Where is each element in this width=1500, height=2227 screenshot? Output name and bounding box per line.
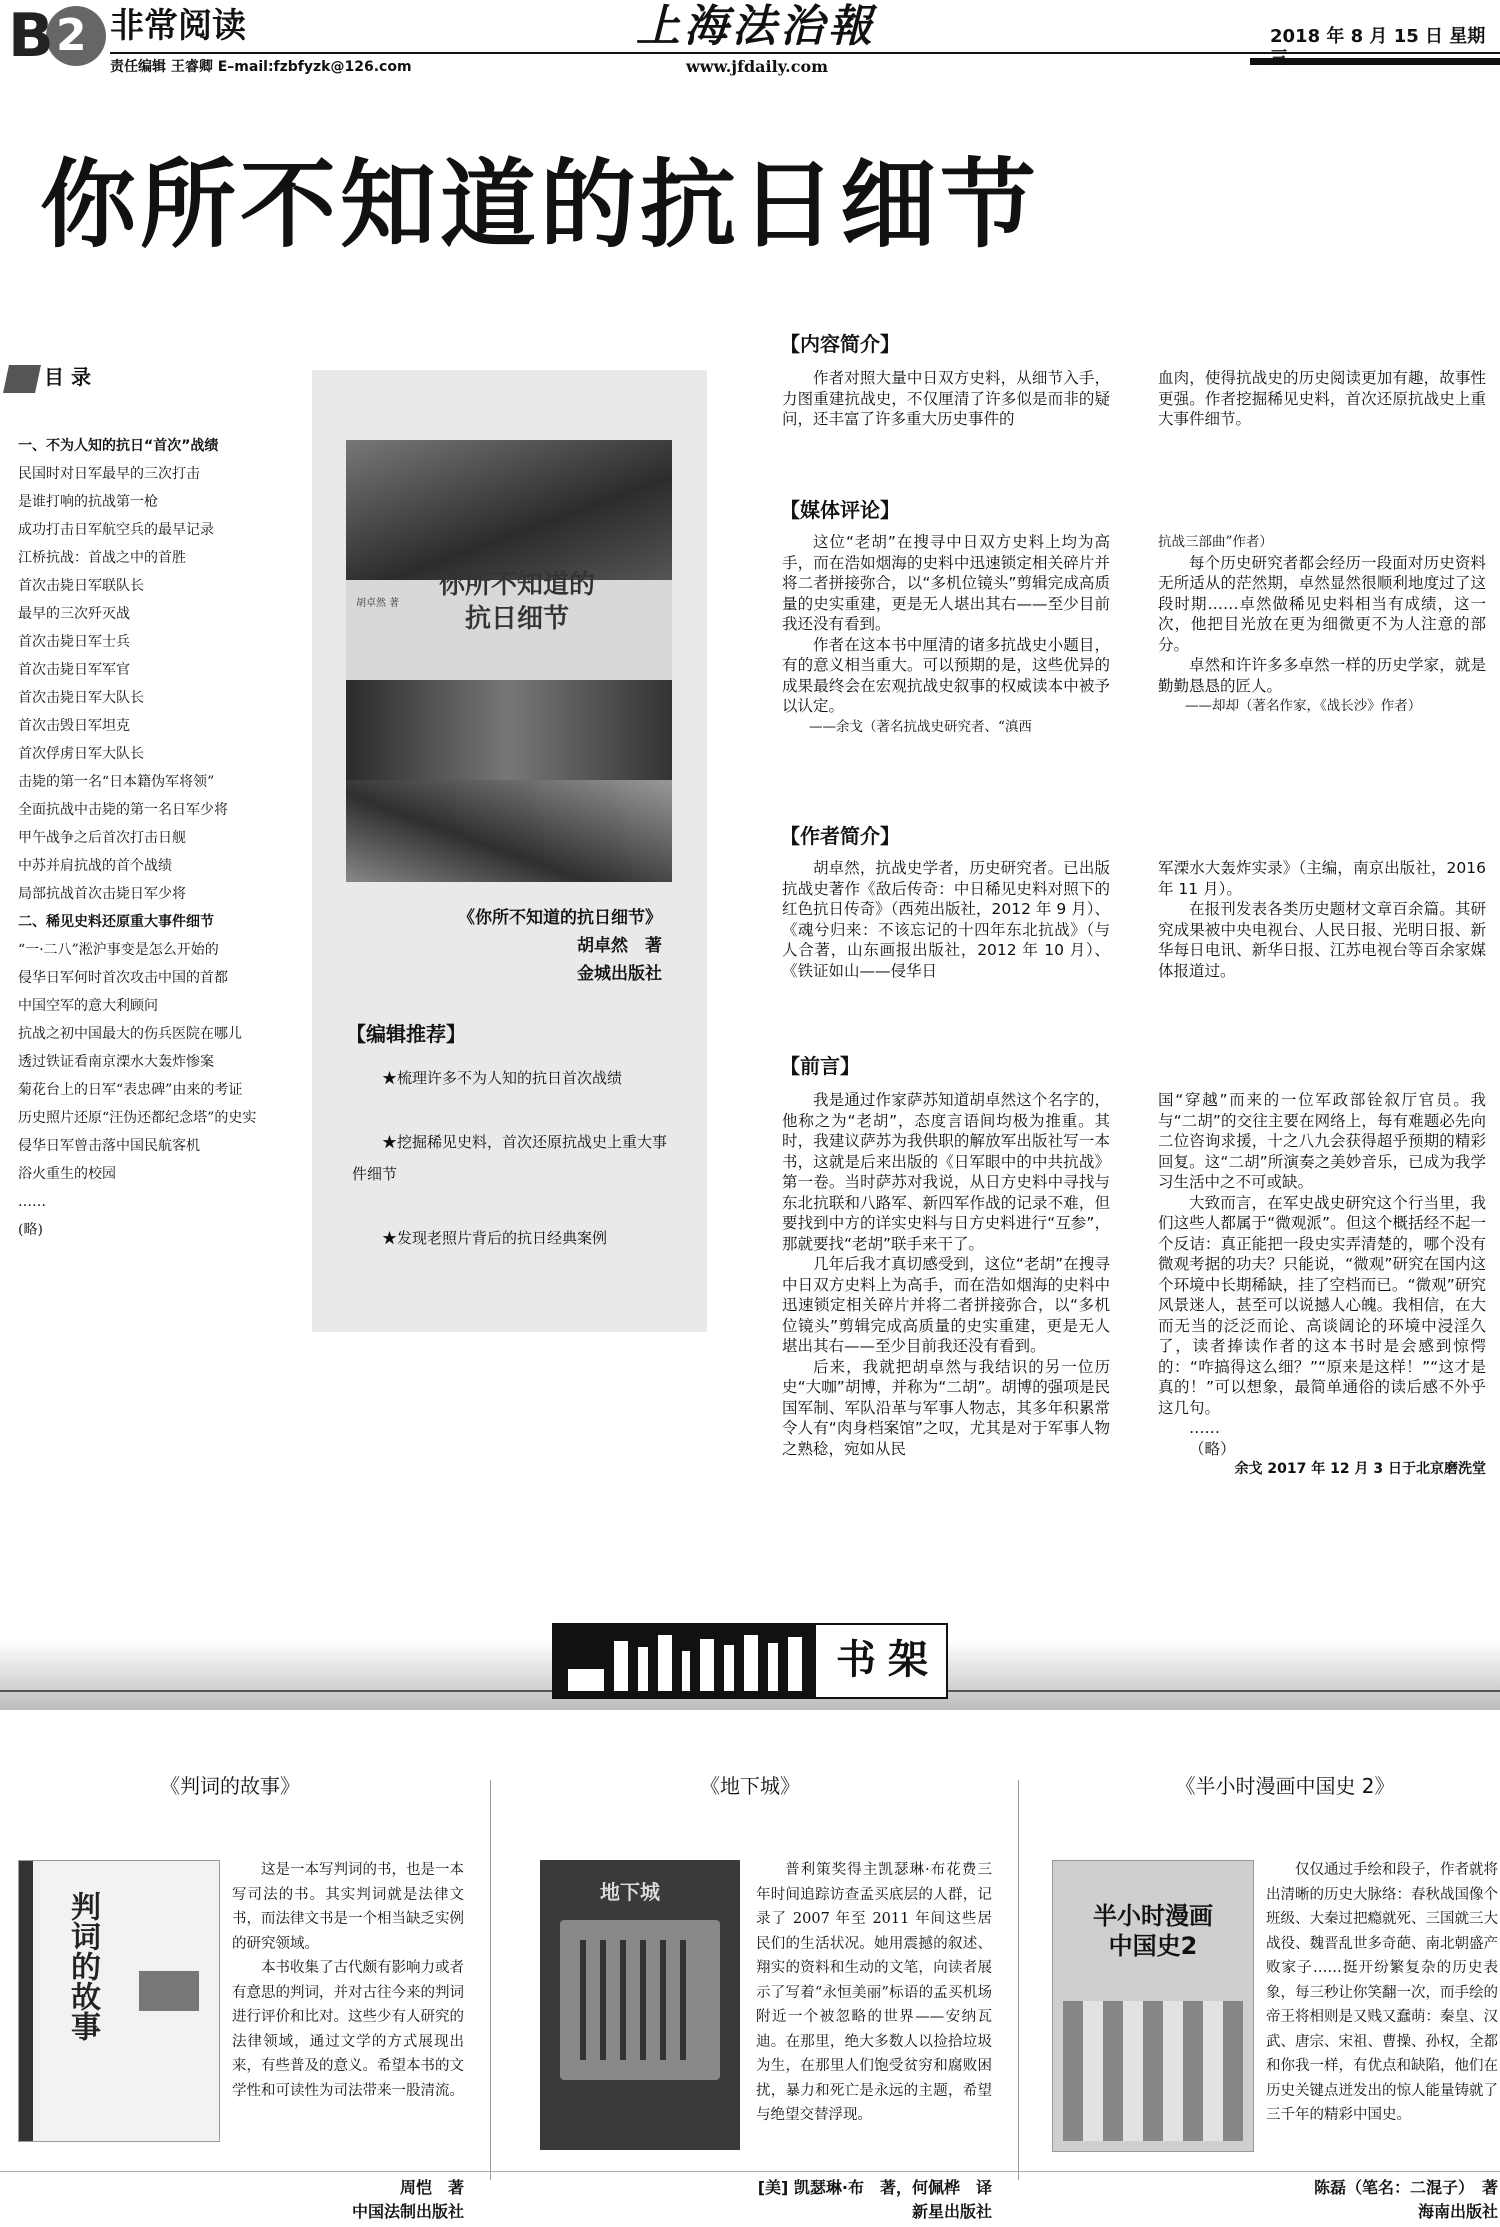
- page-headline: 你所不知道的抗日细节: [40, 149, 1040, 261]
- media-col-1: 这位“老胡”在搜寻中日双方史料上均为高手，而在浩如烟海的史料中迅速锁定相关碎片并将二者拼接弥合，以“多机位镜头”剪辑完成高质量的史实重建，更是无人堪出其右——至少目前我还没有看到。 作者在这本书中厘清的诸多抗战史小题目，有的意义相当重大。可以预期的是，这些优异的成果最终会在宏观抗战史叙事的权威读本中被予以认定。 ——余戈（著名抗战史研究者、“滇西: [782, 533, 1110, 735]
- toc-item: 首次击毙日军士兵: [18, 634, 130, 650]
- toc-item: 首次击毙日军大队长: [18, 690, 144, 706]
- preface-heading: 【前言】: [780, 1054, 860, 1078]
- book-3-cover: 半小时漫画中国史2: [1052, 1860, 1254, 2152]
- page-number: 2: [56, 10, 87, 61]
- toc-item: 透过铁证看南京溧水大轰炸惨案: [18, 1054, 214, 1070]
- toc-item: 中苏并肩抗战的首个战绩: [18, 858, 172, 874]
- cover-title: 你所不知道的抗日细节: [438, 570, 595, 634]
- intro-heading: 【内容简介】: [780, 332, 900, 356]
- author-heading: 【作者简介】: [780, 824, 900, 848]
- recommend-item: ★梳理许多不为人知的抗日首次战绩: [382, 1069, 623, 1087]
- toc-item: 中国空军的意大利顾问: [18, 998, 158, 1014]
- toc-item: 历史照片还原“汪伪还都纪念塔”的史实: [18, 1110, 257, 1126]
- toc-item: 局部抗战首次击毙日军少将: [18, 886, 186, 902]
- toc-section-1: 一、不为人知的抗日“首次”战绩: [18, 438, 219, 454]
- flag-icon: [3, 365, 41, 393]
- issue-date: 2018 年 8 月 15 日 星期三: [1270, 26, 1486, 69]
- book-2-cover: 地下城: [540, 1860, 740, 2150]
- toc-item: 最早的三次歼灭战: [18, 606, 130, 622]
- book-1-credit: 周恺 著 中国法制出版社: [351, 2178, 464, 2221]
- book-1-cover: 判词的故事: [18, 1860, 220, 2142]
- toc-item: 侵华日军曾击落中国民航客机: [18, 1138, 200, 1154]
- book-2-title: 《地下城》: [700, 1774, 800, 1798]
- toc-section-2: 二、稀见史料还原重大事件细节: [18, 914, 214, 930]
- toc-list-2: [18, 936, 280, 1244]
- author-col-1: 胡卓然，抗战史学者，历史研究者。已出版抗战史著作《敌后传奇：中日稀见史料对照下的红色抗日传奇》（西苑出版社，2012 年 9 月）、《魂兮归来：不该忘记的十四年东北抗战》（与人合著，山东画报出版社，2012 年 10 月）、《铁证如山——侵华日: [782, 859, 1110, 980]
- toc-item: (略): [18, 1222, 43, 1238]
- toc-item: 江桥抗战：首战之中的首胜: [18, 550, 186, 566]
- section-name: 非常阅读: [110, 6, 246, 46]
- book-cover-image: [346, 440, 672, 882]
- toc-list-1: [18, 460, 280, 908]
- toc-item: ……: [18, 1194, 46, 1210]
- toc-item: 菊花台上的日军“表忠碑”由来的考证: [18, 1082, 243, 1098]
- book-3-title: 《半小时漫画中国史 2》: [1175, 1774, 1395, 1798]
- toc-item: 侵华日军何时首次攻击中国的首都: [18, 970, 228, 986]
- column-divider: [1018, 1780, 1019, 2180]
- bookshelf-icon: [554, 1625, 816, 1697]
- toc-item: 甲午战争之后首次打击日舰: [18, 830, 186, 846]
- editor-recommend-list: [352, 1062, 670, 1286]
- caption-title: 《你所不知道的抗日细节》: [458, 908, 662, 928]
- caption-author: 胡卓然 著: [577, 936, 662, 956]
- toc-heading: 目 录: [6, 362, 91, 393]
- table-of-contents: [18, 432, 280, 1244]
- book-caption: [440, 904, 662, 988]
- intro-col-1: 作者对照大量中日双方史料，从细节入手，力图重建抗战史，不仅厘清了许多似是而非的疑问，还丰富了许多重大历史事件的: [782, 369, 1110, 428]
- media-heading: 【媒体评论】: [780, 498, 900, 522]
- toc-item: 击毙的第一名“日本籍伪军将领”: [18, 774, 215, 790]
- caption-publisher: 金城出版社: [577, 964, 662, 984]
- preface-col-2: 国“穿越”而来的一位军政部铨叙厅官员。我与“二胡”的交往主要在网络上，每有难题必先向二位咨询求援，十之八九会获得超乎预期的精彩回复。这“二胡”所演奏之美妙音乐，已成为我学习生活中之不可或缺。 大致而言，在军史战史研究这个行当里，我们这些人都属于“微观派”。但这个概括经不起一个反诘：真正能把一段史实弄清楚的，哪个没有微观考据的功夫？只能说，“微观”研究在国内这个环境中长期稀缺，挂了空档而已。“微观”研究风景迷人，甚至可以说撼人心魄。我相信，在大而无当的泛泛而论、高谈阔论的环境中浸淫久了，读者捧读作者的这本书时是会感到惊愕的：“咋搞得这么细？”“原来是这样！”“这才是真的！”可以想象，最简单通俗的读后感不外乎这几句。 …… （略） 余戈 2017 年 12 月 3 日于北京磨洗堂: [1158, 1091, 1486, 1477]
- toc-item: 首次击毁日军坦克: [18, 718, 130, 734]
- website-link[interactable]: www.jfdaily.com: [686, 57, 829, 76]
- toc-item: 首次俘虏日军大队长: [18, 746, 144, 762]
- page-number-badge: [8, 1, 108, 71]
- recommend-item: ★发现老照片背后的抗日经典案例: [382, 1229, 608, 1247]
- preface-col-1: 我是通过作家萨苏知道胡卓然这个名字的，他称之为“老胡”，态度言语间均极为推重。其时，我建议萨苏为我供职的解放军出版社写一本书，这就是后来出版的《日军眼中的中共抗战》第一卷。当时萨苏对我说，从日方史料中寻找与东北抗联和八路军、新四军作战的记录不难，但要找到中方的详实史料与日方史料进行“互参”，那就要找“老胡”联手来干了。 几年后我才真切感受到，这位“老胡”在搜寻中日双方史料上为高手，而在浩如烟海的史料中迅速锁定相关碎片并将二者拼接弥合，以“多机位镜头”剪辑完成高质量的史实重建，更是无人堪出其右——至少目前我还没有看到。 后来，我就把胡卓然与我结识的另一位历史“大咖”胡博，并称为“二胡”。胡博的强项是民国军制、军队沿革与军事人物志，其多年积累常令人有“肉身档案馆”之叹，尤其是对于军事人物之熟稔，宛如从民: [782, 1091, 1110, 1458]
- intro-col-2: 血肉，使得抗战史的历史阅读更加有趣，故事性更强。作者挖掘稀见史料，首次还原抗战史上重大事件细节。: [1158, 369, 1486, 428]
- book-3-credit: 陈磊（笔名：二混子） 著 海南出版社: [1313, 2178, 1498, 2221]
- editor-recommend-heading: 【编辑推荐】: [346, 1022, 466, 1046]
- toc-item: 成功打击日军航空兵的最早记录: [18, 522, 214, 538]
- book-2-description: 普利策奖得主凯瑟琳·布花费三年时间追踪访查孟买底层的人群，记录了 2007 年至 2011 年间这些居民们的生活状况。她用震撼的叙述、翔实的资料和生动的文笔，向读者展示了写着“永恒美丽”标语的孟买机场附近一个被忽略的世界——安纳瓦迪。在那里，绝大多数人以捡拾垃圾为生，在那里人们饱受贫穷和腐败困扰，暴力和死亡是永远的主题，希望与绝望交替浮现。: [756, 1862, 992, 2123]
- column-divider: [490, 1780, 491, 2180]
- page-letter: B: [8, 1, 54, 71]
- recommend-item: ★挖掘稀见史料，首次还原抗战史上重大事件细节: [352, 1133, 668, 1183]
- media-col-2: 抗战三部曲”作者） 每个历史研究者都会经历一段面对历史资料无所适从的茫然期，卓然显然很顺利地度过了这段时期……卓然做稀见史料相当有成绩，这一次，他把目光放在更为细微更不为人注意的部分。 卓然和许许多多卓然一样的历史学家，就是勤勤恳恳的匠人。 ——却却（著名作家，《战长沙》作者）: [1158, 534, 1486, 714]
- cover-author: 胡卓然 著: [356, 598, 400, 609]
- toc-item: “一·二八”淞沪事变是怎么开始的: [18, 942, 219, 958]
- book-1-description: 这是一本写判词的书，也是一本写司法的书。其实判词就是法律文书，而法律文书是一个相当缺乏实例的研究领域。 本书收集了古代颇有影响力或者有意思的判词，并对古往今来的判词进行评价和比对。这些少有人研究的法律领域，通过文学的方式展现出来，有些普及的意义。希望本书的文学性和可读性为司法带来一股清流。: [232, 1862, 464, 2099]
- book-2-credit: [美] 凯瑟琳·布 著，何佩桦 译 新星出版社: [757, 2178, 992, 2221]
- toc-item: 首次击毙日军联队长: [18, 578, 144, 594]
- book-1-title: 《判词的故事》: [160, 1774, 300, 1798]
- bottom-rule: [0, 2171, 1500, 2172]
- editor-credit: 责任编辑 王睿卿 E–mail:fzbfyzk@126.com: [110, 59, 412, 75]
- toc-item: 是谁打响的抗战第一枪: [18, 494, 158, 510]
- bookshelf-section-label: 书架: [552, 1623, 948, 1699]
- newspaper-masthead: 上海法治報: [636, 1, 876, 52]
- toc-item: 抗战之初中国最大的伤兵医院在哪儿: [18, 1026, 242, 1042]
- book-3-description: 仅仅通过手绘和段子，作者就将出清晰的历史大脉络：春秋战国像个班级、大秦过把瘾就死、三国就三大战役、魏晋乱世多奇葩、南北朝盛产败家子……挺开纷繁复杂的历史表象，每三秒让你笑翻一次，而手绘的帝王将相则是又贱又蠢萌：秦皇、汉武、唐宗、宋祖、曹操、孙权，全都和你我一样，有优点和缺陷，他们在历史关键点迸发出的惊人能量铸就了三千年的精彩中国史。: [1266, 1862, 1498, 2123]
- toc-item: 民国时对日军最早的三次打击: [18, 466, 200, 482]
- toc-item: 浴火重生的校园: [18, 1166, 116, 1182]
- author-col-2: 军溧水大轰炸实录》（主编，南京出版社，2016 年 11 月）。 在报刊发表各类历史题材文章百余篇。其研究成果被中央电视台、人民日报、光明日报、新华每日电讯、新华日报、江苏电视台等百余家媒体报道过。: [1158, 859, 1486, 980]
- toc-item: 全面抗战中击毙的第一名日军少将: [18, 802, 228, 818]
- toc-item: 首次击毙日军军官: [18, 662, 130, 678]
